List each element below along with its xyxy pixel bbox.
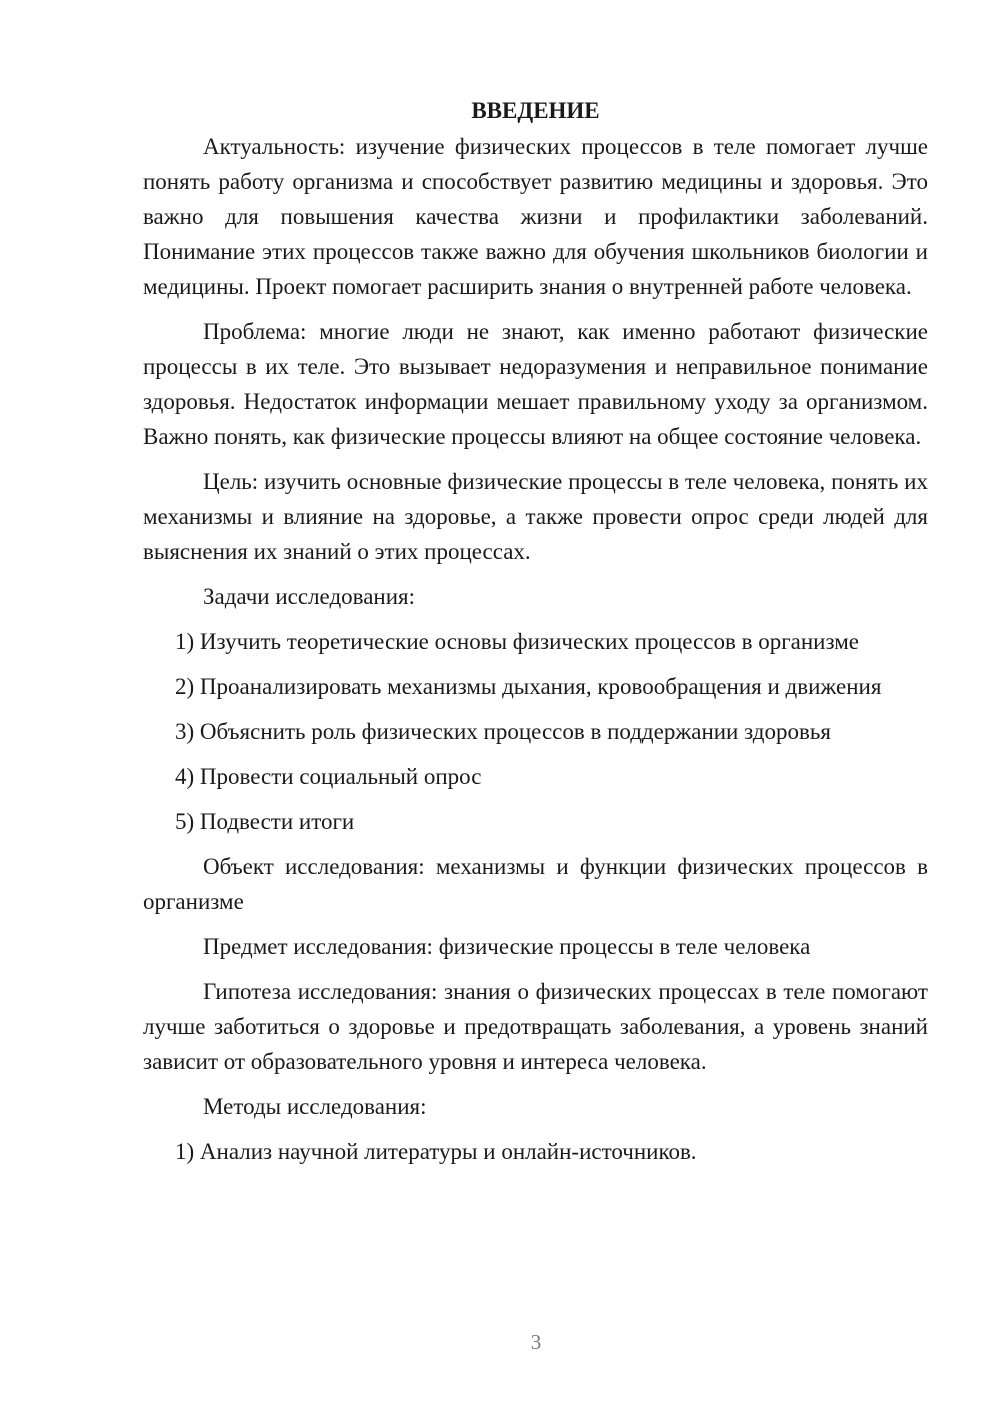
- hypothesis-paragraph: Гипотеза исследования: знания о физических процессах в теле помогают лучше заботиться о здоровье и предотвращать заболевания, а уровень знаний зависит от образовательного уровня и интереса человека.: [143, 979, 928, 1074]
- task-item-2: 2) Проанализировать механизмы дыхания, кровообращения и движения: [175, 674, 882, 699]
- page-content: [143, 93, 928, 1179]
- task-item-5: 5) Подвести итоги: [175, 809, 355, 834]
- subject-paragraph: Предмет исследования: физические процессы в теле человека: [203, 934, 811, 959]
- methods-label: Методы исследования:: [203, 1094, 427, 1119]
- page-number: 3: [530, 1330, 542, 1354]
- goal-paragraph: Цель: изучить основные физические процессы в теле человека, понять их механизмы и влияние на здоровье, а также провести опрос среди людей для выяснения их знаний о этих процессах.: [143, 469, 928, 564]
- tasks-label: Задачи исследования:: [203, 584, 416, 609]
- object-paragraph: Объект исследования: механизмы и функции физических процессов в организме: [143, 854, 928, 914]
- relevance-paragraph: Актуальность: изучение физических процессов в теле помогает лучше понять работу организма и способствует развитию медицины и здоровья. Это важно для повышения качества жизни и профилактики заболеваний. Понимание этих процессов также важно для обучения школьников биологии и медицины. Проект помогает расширить знания о внутренней работе человека.: [143, 134, 928, 299]
- task-item-4: 4) Провести социальный опрос: [175, 764, 482, 789]
- task-item-3: 3) Объяснить роль физических процессов в поддержании здоровья: [175, 719, 831, 744]
- section-title: ВВЕДЕНИЕ: [471, 98, 600, 123]
- problem-paragraph: Проблема: многие люди не знают, как именно работают физические процессы в их теле. Это вызывает недоразумения и неправильное понимание здоровья. Недостаток информации мешает правильному уходу за организмом. Важно понять, как физические процессы влияют на общее состояние человека.: [143, 319, 928, 449]
- task-item-1: 1) Изучить теоретические основы физических процессов в организме: [175, 629, 859, 654]
- method-item-1: 1) Анализ научной литературы и онлайн-источников.: [175, 1139, 697, 1164]
